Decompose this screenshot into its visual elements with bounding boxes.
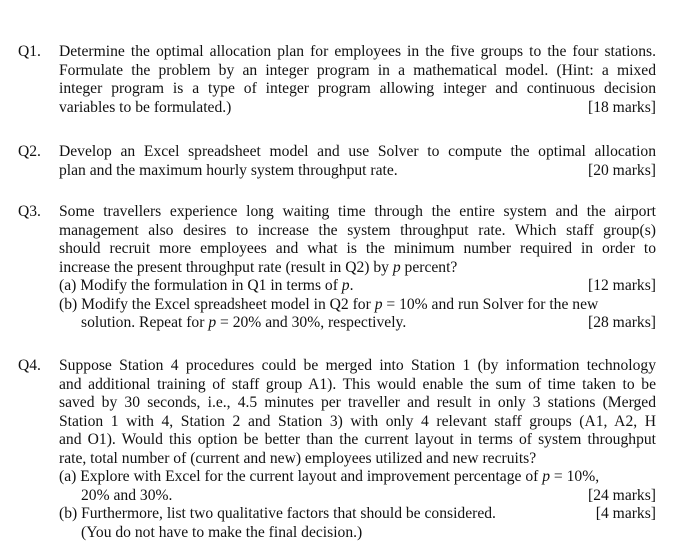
- q3-line-2: management also desires to increase the system throughput rate. Which staff group(s): [59, 221, 656, 239]
- q4-part-a: [59, 468, 656, 487]
- q3-line-3: should recruit more employees and what is the minimum number required in order to: [59, 240, 656, 257]
- q3-part-b: [59, 296, 656, 315]
- q3-a-marks: [12 marks]: [588, 277, 656, 294]
- q4-line-4: Station 1 with 4, Station 2 and Station 3) with only 4 relevant staff groups (A1, A2, H: [59, 412, 656, 430]
- q4-b-marks: [4 marks]: [595, 505, 656, 522]
- q4-part-b-cont: [59, 524, 656, 543]
- q3-b-marks: [28 marks]: [588, 314, 656, 331]
- q3-line-4-var: p: [392, 258, 401, 276]
- q4-line-2: and additional training of staff group A1). This would enable the sum of time taken to be: [59, 375, 656, 393]
- q2-last-line: plan and the maximum hourly system throughput rate.: [59, 161, 398, 179]
- q3-b-post: = 10% and run Solver for the new: [382, 295, 599, 313]
- q3-b2-post: = 20% and 30%, respectively.: [216, 314, 407, 331]
- q2-marks: [20 marks]: [588, 161, 656, 179]
- q4-a2: 20% and 30%.: [81, 486, 173, 504]
- q1-line-3: integer program is a type of integer program allowing integer and continuous decision: [59, 80, 656, 97]
- q4-a-post: = 10%,: [550, 468, 600, 485]
- q1-line-2: Formulate the problem by an integer program in a mathematical model. (Hint: a mixed: [59, 61, 656, 79]
- q3-line-4: [59, 259, 656, 278]
- question-1-number: Q1.: [18, 43, 41, 60]
- q4-a-var: p: [542, 468, 551, 485]
- q4-a-pre: (a) Explore with Excel for the current layout and improvement percentage of: [59, 468, 543, 485]
- q2-line-1: Develop an Excel spreadsheet model and use Solver to compute the optimal allocation: [59, 143, 656, 160]
- q4-b: (b) Furthermore, list two qualitative factors that should be considered.: [59, 505, 496, 522]
- question-3-body: [59, 203, 656, 333]
- q3-b2-var: p: [208, 314, 217, 331]
- q4-part-a-cont: [59, 487, 656, 506]
- question-2-body: [59, 143, 656, 180]
- q3-line-4-post: percent?: [400, 258, 458, 276]
- q4-b2: (You do not have to make the final decision.): [81, 523, 363, 541]
- q3-b-pre: (b) Modify the Excel spreadsheet model in Q2 for: [59, 295, 375, 313]
- q1-line-1: Determine the optimal allocation plan for employees in the five groups to the four stations.: [59, 43, 656, 60]
- question-4-body: [59, 357, 656, 542]
- q1-marks: [18 marks]: [588, 98, 656, 116]
- q4-part-b: [59, 505, 656, 524]
- q3-a-pre: (a) Modify the formulation in Q1 in terms of: [59, 277, 342, 294]
- q3-b2-pre: solution. Repeat for: [81, 314, 209, 331]
- q4-a-marks: [24 marks]: [588, 486, 656, 504]
- question-3-number: Q3.: [18, 203, 41, 220]
- question-4-number: Q4.: [18, 357, 41, 374]
- q4-line-5: and O1). Would this option be better than the current layout in terms of system throughput: [59, 431, 656, 448]
- q4-line-6-text: rate, total number of (current and new) employees utilized and new recruits?: [59, 449, 537, 467]
- q3-part-a: [59, 277, 656, 296]
- q4-line-3: saved by 30 seconds, i.e., 4.5 minutes per traveller and result in only 3 stations (Merged: [59, 394, 656, 411]
- question-1-body: [59, 43, 656, 117]
- q4-line-6: [59, 450, 656, 469]
- q1-last-line: variables to be formulated.): [59, 98, 232, 116]
- q2-line-2: [59, 162, 656, 181]
- q3-part-b-cont: [59, 314, 656, 333]
- q3-line-1: Some travellers experience long waiting time through the entire system and the airport: [59, 203, 656, 220]
- question-2-number: Q2.: [18, 143, 41, 160]
- q1-line-4: [59, 99, 656, 118]
- q3-b-var: p: [374, 295, 383, 313]
- q3-a-var: p: [341, 277, 350, 294]
- q4-line-1: Suppose Station 4 procedures could be merged into Station 1 (by information technology: [59, 357, 656, 374]
- q3-a-post: .: [349, 277, 354, 294]
- q3-line-4-pre: increase the present throughput rate (result in Q2) by: [59, 258, 393, 276]
